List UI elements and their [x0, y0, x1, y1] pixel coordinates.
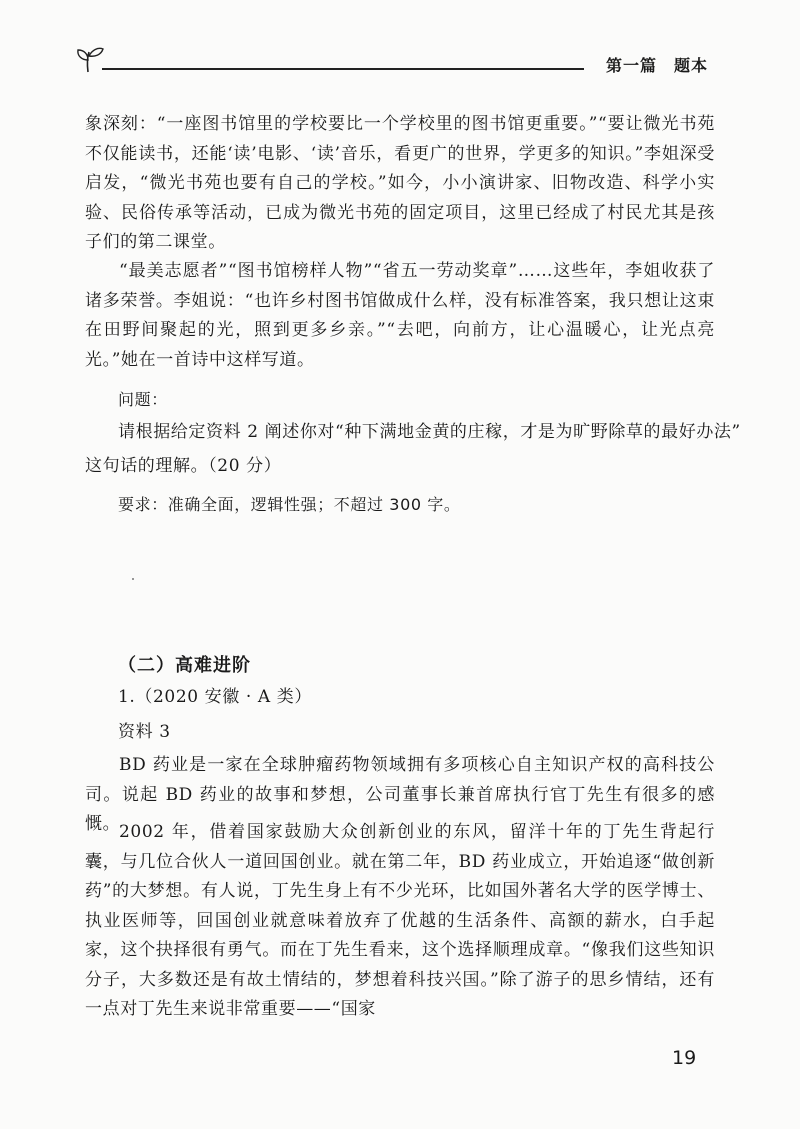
paragraph-2: “最美志愿者”“图书馆榜样人物”“省五一劳动奖章”……这些年，李姐收获了诸多荣誉。李姐说：“也许乡村图书馆做成什么样，没有标准答案，我只想让这束在田野间聚起的光，照到更多乡亲。”“去吧，向前方，让心温暖心，让光点亮光。”她在一首诗中这样写道。	[85, 261, 715, 370]
sprout-icon	[72, 44, 106, 74]
question-label: 问题：	[118, 390, 168, 409]
question-item-label: 1.（2020 安徽 · A 类）	[118, 687, 312, 707]
page-number: 19	[672, 1047, 697, 1069]
paragraph-1: 象深刻：“一座图书馆里的学校要比一个学校里的图书馆更重要。”“要让微光书苑不仅能读书，还能‘读’电影、‘读’音乐，看更广的世界，学更多的知识。”李姐深受启发，“微光书苑也要有自己的学校。”如今，小小演讲家、旧物改造、科学小实验、民俗传承等活动，已成为微光书苑的固定项目，这里已经成了村民尤其是孩子们的第二课堂。	[85, 114, 715, 252]
paragraph-4: 2002 年，借着国家鼓励大众创新创业的东风，留洋十年的丁先生背起行囊，与几位合伙人一道回国创业。就在第二年，BD 药业成立，开始追逐“做创新药”的大梦想。有人说，丁先生身上有不少光环，比如国外著名大学的医学博士、执业医师等，回国创业就意味着放弃了优越的生活条件、高额的薪水，白手起家，这个抉择很有勇气。而在丁先生看来，这个选择顺理成章。“像我们这些知识分子，大多数还是有故土情结的，梦想着科技兴国。”除了游子的思乡情结，还有一点对丁先生来说非常重要——“国家	[85, 822, 715, 1019]
section-title: （二）高难进阶	[118, 655, 251, 676]
material-label: 资料 3	[118, 722, 171, 742]
scan-speck	[132, 578, 134, 580]
question-text-line-1: 请根据给定资料 2 阐述你对“种下满地金黄的庄稼，才是为旷野除草的最好办法”	[118, 422, 741, 442]
header-rule	[102, 68, 584, 70]
question-text-line-2: 这句话的理解。（20 分）	[85, 456, 282, 476]
section-header-title: 第一篇 题本	[605, 56, 708, 75]
requirement-text: 要求：准确全面，逻辑性强；不超过 300 字。	[118, 495, 461, 514]
paragraph-3: BD 药业是一家在全球肿瘤药物领域拥有多项核心自主知识产权的高科技公司。说起 BD 药业的故事和梦想，公司董事长兼首席执行官丁先生有很多的感慨。	[85, 755, 715, 834]
page-header	[62, 42, 712, 76]
